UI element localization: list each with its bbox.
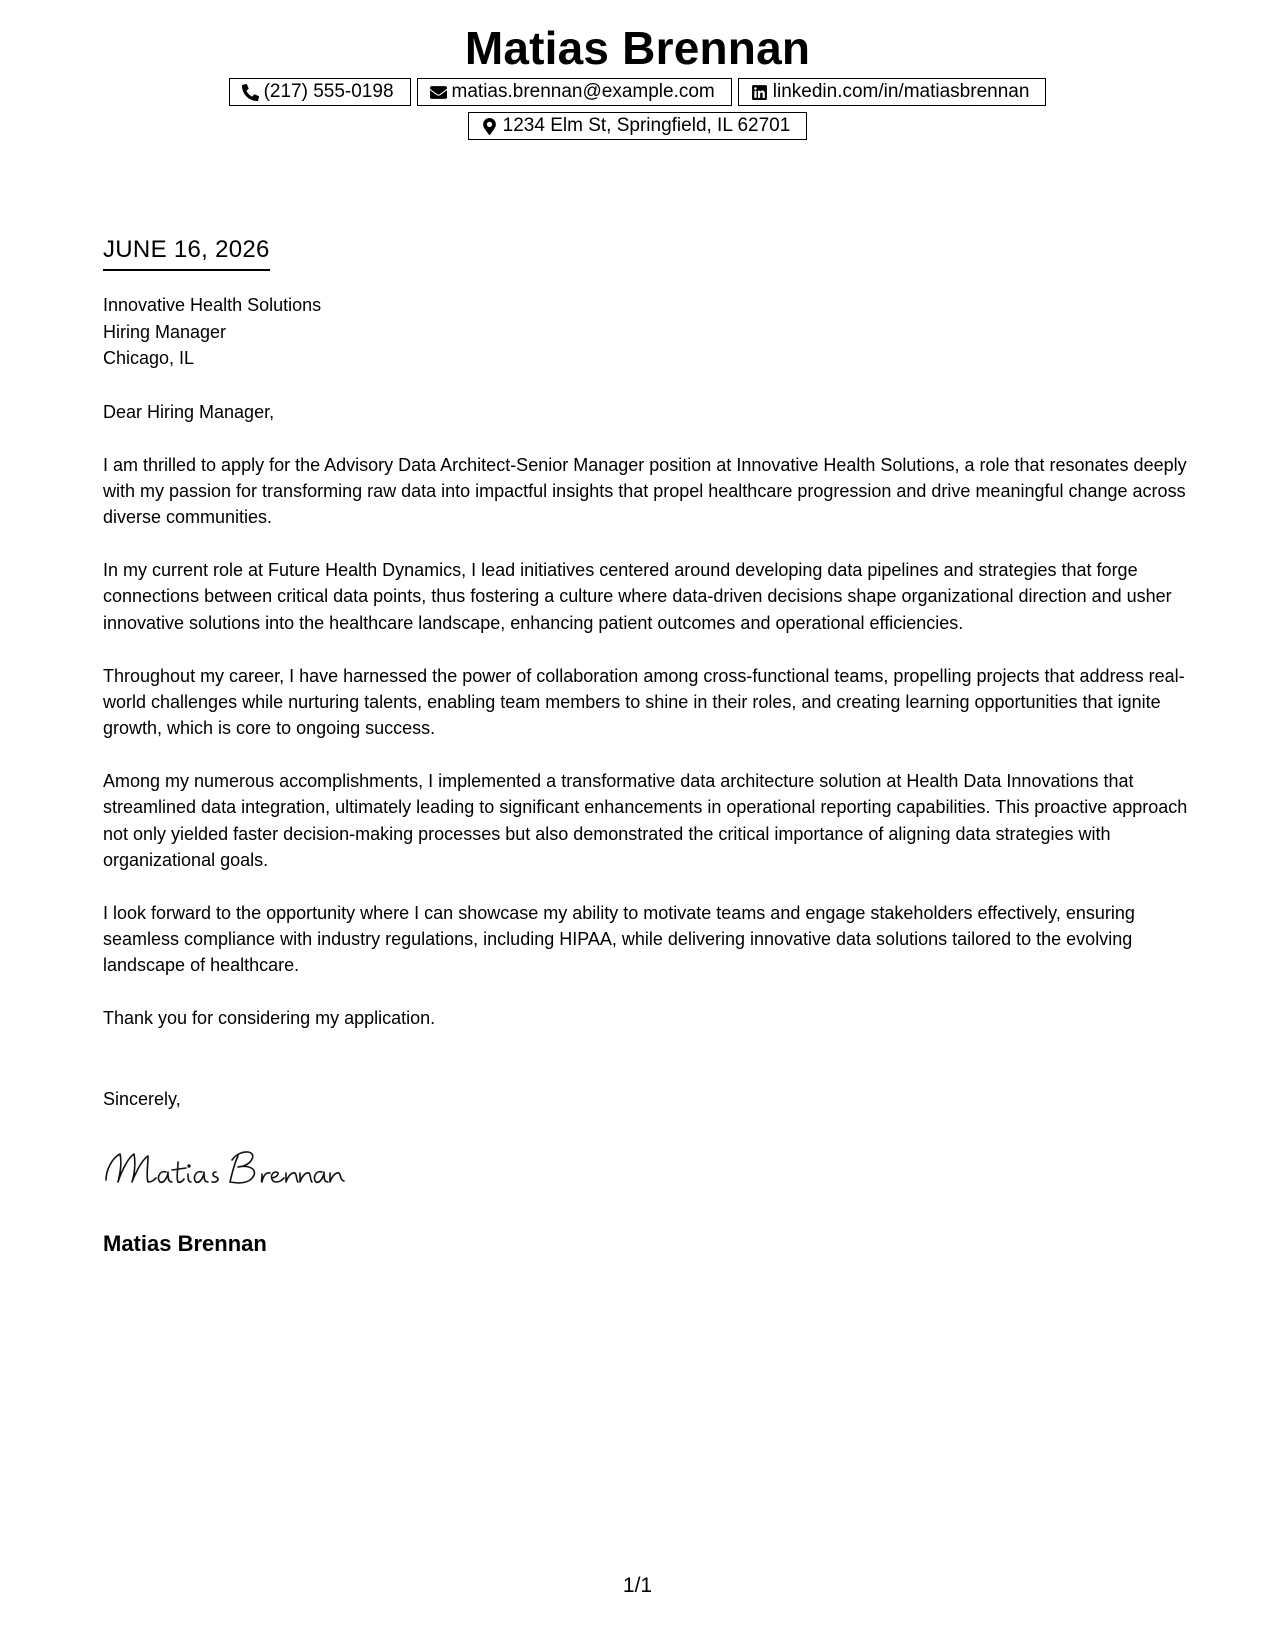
handwritten-signature (100, 1140, 370, 1200)
letter-header (0, 20, 1275, 140)
linkedin-icon (751, 83, 769, 101)
linkedin-text: linkedin.com/in/matiasbrennan (772, 81, 1030, 102)
email-text: matias.brennan@example.com (451, 81, 715, 102)
contact-linkedin[interactable] (738, 78, 1047, 106)
letter-body (103, 399, 1188, 1058)
closing: Sincerely, (103, 1089, 181, 1109)
salutation: Dear Hiring Manager, (103, 402, 275, 422)
phone-text: (217) 555-0198 (263, 81, 394, 102)
contact-phone (229, 78, 411, 106)
contact-address (468, 112, 808, 140)
recipient-location: Chicago, IL (103, 348, 195, 368)
phone-icon (242, 83, 260, 101)
letter-date: JUNE 16, 2026 (103, 235, 270, 271)
contact-row-primary (0, 78, 1275, 106)
page-number: 1/1 (622, 1574, 653, 1597)
envelope-icon (430, 83, 448, 101)
paragraph-current-role: In my current role at Future Health Dynamics, I lead initiatives centered around developing data pipelines and strategies that forge connections between critical data points, thus fostering a culture where data-driven decisions shape organizational direction and usher innovative solutions into the healthcare landscape, enhancing patient outcomes and operational efficiencies. (103, 560, 1172, 633)
recipient-company: Innovative Health Solutions (103, 295, 322, 315)
signer-name: Matias Brennan (103, 1231, 267, 1256)
contact-email[interactable] (417, 78, 732, 106)
paragraph-accomplishments: Among my numerous accomplishments, I implemented a transformative data architecture solution at Health Data Innovations that streamlined data integration, ultimately leading to significant enhancements in operational reporting capabilities. This proactive approach not only yielded faster decision-making processes but also demonstrated the critical importance of aligning data strategies with organizational goals. (103, 770, 1188, 870)
paragraph-career: Throughout my career, I have harnessed the power of collaboration among cross-functional teams, propelling projects that address real-world challenges while nurturing talents, enabling team members to shine in their roles, and creating learning opportunities that ignite growth, which is core to ongoing success. (103, 665, 1185, 739)
paragraph-intro: I am thrilled to apply for the Advisory Data Architect-Senior Manager position at Innovative Health Solutions, a role that resonates deeply with my passion for transforming raw data into impactful insights that propel healthcare progression and drive meaningful change across diverse communities. (103, 454, 1187, 528)
recipient-block (103, 292, 321, 372)
paragraph-outlook: I look forward to the opportunity where I can showcase my ability to motivate teams and engage stakeholders effectively, ensuring seamless compliance with industry regulations, including HIPAA, while delivering innovative data solutions tailored to the evolving landscape of healthcare. (103, 902, 1135, 976)
applicant-name: Matias Brennan (464, 22, 811, 74)
recipient-title: Hiring Manager (103, 321, 227, 342)
map-marker-icon (481, 117, 499, 135)
address-text: 1234 Elm St, Springfield, IL 62701 (502, 115, 791, 136)
paragraph-thanks: Thank you for considering my application. (103, 1008, 436, 1029)
contact-row-secondary (0, 112, 1275, 140)
